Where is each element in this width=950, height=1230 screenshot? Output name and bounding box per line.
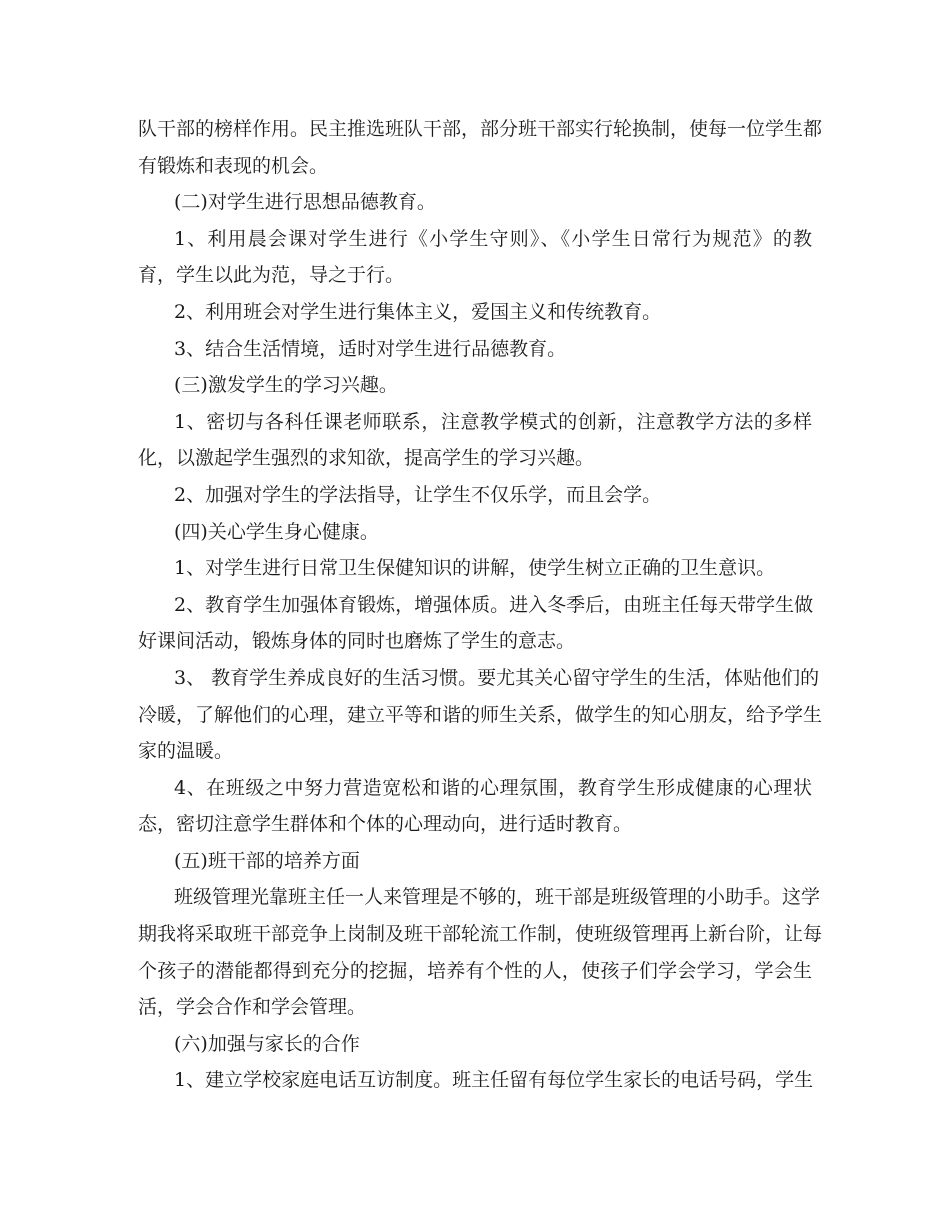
text-line: 队干部的榜样作用。民主推选班队干部，部分班干部实行轮换制，使每一位学生都 [138,118,823,140]
section-heading: (三)激发学生的学习兴趣。 [174,374,398,397]
section-heading: (二)对学生进行思想品德教育。 [174,191,436,214]
text-line: 活，学会合作和学会管理。 [138,996,367,1019]
text-line: 2、利用班会对学生进行集体主义，爱国主义和传统教育。 [174,300,662,323]
text-line: 3、 教育学生养成良好的生活习惯。要尤其关心留守学生的生活，体贴他们的 [174,666,820,689]
text-line: 2、教育学生加强体育锻炼，增强体质。进入冬季后，由班主任每天带学生做 [174,593,814,616]
text-line: 家的温暖。 [138,740,234,763]
text-line: 班级管理光靠班主任一人来管理是不够的，班干部是班级管理的小助手。这学 [174,886,821,909]
text-line: 1、建立学校家庭电话互访制度。班主任留有每位学生家长的电话号码，学生 [174,1069,814,1092]
text-line: 化，以激起学生强烈的求知欲，提高学生的学习兴趣。 [138,447,595,470]
text-line: 期我将采取班干部竞争上岗制及班干部轮流工作制，使班级管理再上新台阶，让每 [138,923,823,946]
text-line: 个孩子的潜能都得到充分的挖掘，培养有个性的人，使孩子们学会学习，学会生 [138,959,812,982]
text-line: 有锻炼和表现的机会。 [138,154,329,177]
text-line: 好课间活动，锻炼身体的同时也磨炼了学生的意志。 [138,630,576,653]
text-line: 1、密切与各科任课老师联系，注意教学模式的创新，注意教学方法的多样 [174,410,812,433]
text-line: 1、对学生进行日常卫生保健知识的讲解，使学生树立正确的卫生意识。 [174,557,776,580]
text-line: 3、结合生活情境，适时对学生进行品德教育。 [174,337,567,360]
section-heading: (五)班干部的培养方面 [174,849,360,872]
text-line: 2、加强对学生的学法指导，让学生不仅乐学，而且会学。 [174,483,662,506]
section-heading: (四)关心学生身心健康。 [174,520,379,543]
text-line: 态，密切注意学生群体和个体的心理动向，进行适时教育。 [138,813,633,836]
text-line: 冷暖，了解他们的心理，建立平等和谐的师生关系，做学生的知心朋友，给予学生 [138,703,823,726]
text-line: 育，学生以此为范，导之于行。 [138,264,405,287]
document-body [138,111,823,1099]
section-heading: (六)加强与家长的合作 [174,1032,360,1055]
text-line: 1、利用晨会课对学生进行《小学生守则》、《小学生日常行为规范》的教 [174,227,812,250]
text-line: 4、在班级之中努力营造宽松和谐的心理氛围，教育学生形成健康的心理状 [174,776,812,799]
